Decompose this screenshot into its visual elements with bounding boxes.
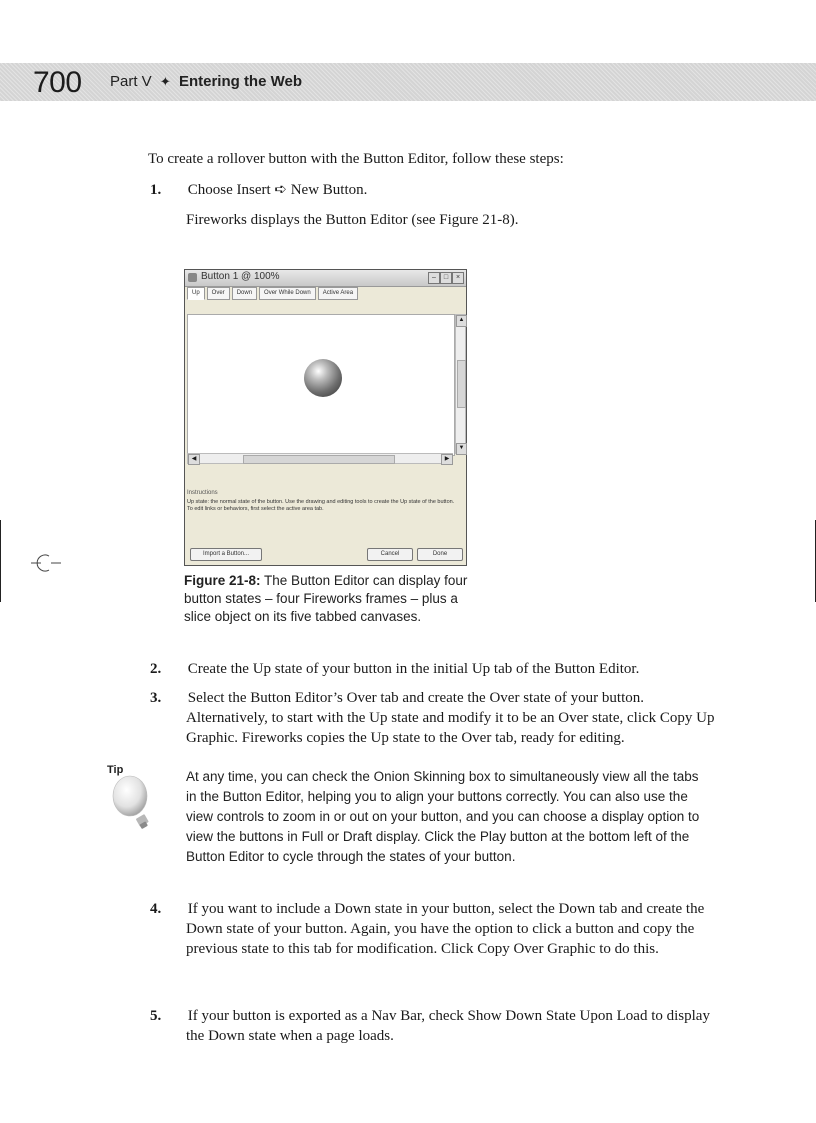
window-titlebar	[185, 270, 466, 287]
step-1	[150, 180, 728, 230]
crop-mark-left	[0, 520, 1, 602]
registration-mark-icon	[31, 548, 61, 578]
step-number: 3.	[150, 690, 162, 706]
step-text: If you want to include a Down state in your button, select the Down tab and create the Down state of your button. Again, you have the option to click a button and copy the previous state to this tab for modification. Click Copy Over Graphic to do this.	[186, 901, 705, 957]
page-number: 700	[33, 66, 82, 99]
separator-icon: ✦	[159, 74, 171, 89]
step-4	[150, 899, 728, 959]
window-icon	[188, 273, 197, 282]
step-number: 4.	[150, 901, 162, 917]
import-button[interactable]: Import a Button...	[190, 548, 262, 561]
step-5	[150, 1006, 728, 1046]
scroll-right-icon[interactable]: ▶	[441, 454, 453, 465]
step-3	[150, 688, 728, 748]
done-button[interactable]: Done	[417, 548, 463, 561]
tab-over[interactable]: Over	[207, 287, 230, 300]
tab-active-area[interactable]: Active Area	[318, 287, 358, 300]
state-tabs	[187, 287, 358, 300]
figure-label: Figure 21-8:	[184, 573, 261, 588]
window-title: Button 1 @ 100%	[201, 271, 280, 282]
vertical-scrollbar[interactable]	[455, 314, 466, 454]
horizontal-scrollbar[interactable]	[187, 453, 453, 464]
step-text: Select the Button Editor’s Over tab and create the Over state of your button. Alternatively, to start with the Up state and modify it to be an Over state, click Copy Up Graphic. Fireworks copies the Up state to the Over tab, ready for editing.	[186, 690, 715, 746]
instructions-panel	[187, 490, 464, 520]
tab-down[interactable]: Down	[232, 287, 257, 300]
tab-up[interactable]: Up	[187, 287, 205, 300]
editor-canvas[interactable]	[187, 314, 455, 456]
cancel-button[interactable]: Cancel	[367, 548, 413, 561]
step-2	[150, 659, 728, 679]
caption-text: The Button Editor can display four button states – four Fireworks frames – plus a slice object on its five tabbed canvases.	[184, 573, 468, 624]
button-editor-window	[184, 269, 467, 566]
part-text: Part V	[110, 73, 152, 90]
scroll-up-icon[interactable]: ▲	[456, 315, 467, 327]
step-text: If your button is exported as a Nav Bar, check Show Down State Upon Load to display the Down state when a page loads.	[186, 1008, 710, 1044]
tip-text: At any time, you can check the Onion Skinning box to simultaneously view all the tabs in the Button Editor, helping you to align your buttons correctly. You can also use the view controls to zoom in or out on your button, and you can choose a display option to view the buttons in Full or Draft display. Click the Play button at the bottom left of the Button Editor to cycle through the states of your button.	[186, 769, 700, 864]
horizontal-scroll-thumb[interactable]	[243, 455, 395, 464]
instructions-label: Instructions	[187, 490, 218, 496]
section-title: Entering the Web	[178, 73, 302, 90]
vertical-scroll-thumb[interactable]	[457, 360, 466, 408]
instructions-text: Up state: the normal state of the button. Use the drawing and editing tools to create the Up state of the button. To edit links or behaviors, first select the active area tab.	[187, 499, 455, 512]
step-number: 5.	[150, 1008, 162, 1024]
tab-over-while-down[interactable]: Over While Down	[259, 287, 316, 300]
scroll-left-icon[interactable]: ◀	[188, 454, 200, 465]
step-subtext: Fireworks displays the Button Editor (see Figure 21-8).	[186, 212, 519, 228]
minimize-icon[interactable]: –	[428, 272, 440, 284]
step-number: 2.	[150, 661, 162, 677]
button-sphere-graphic	[304, 359, 342, 397]
close-icon[interactable]: ×	[452, 272, 464, 284]
figure-caption	[184, 572, 484, 626]
scroll-down-icon[interactable]: ▼	[456, 443, 467, 455]
step-text: Create the Up state of your button in the initial Up tab of the Button Editor.	[187, 661, 640, 677]
part-label	[110, 63, 302, 101]
maximize-icon[interactable]: □	[440, 272, 452, 284]
step-text: Choose Insert ➪ New Button.	[187, 182, 368, 198]
running-header	[0, 63, 816, 101]
step-number: 1.	[150, 182, 162, 198]
tip-label: Tip	[107, 764, 124, 776]
intro-paragraph: To create a rollover button with the Button Editor, follow these steps:	[148, 151, 564, 167]
